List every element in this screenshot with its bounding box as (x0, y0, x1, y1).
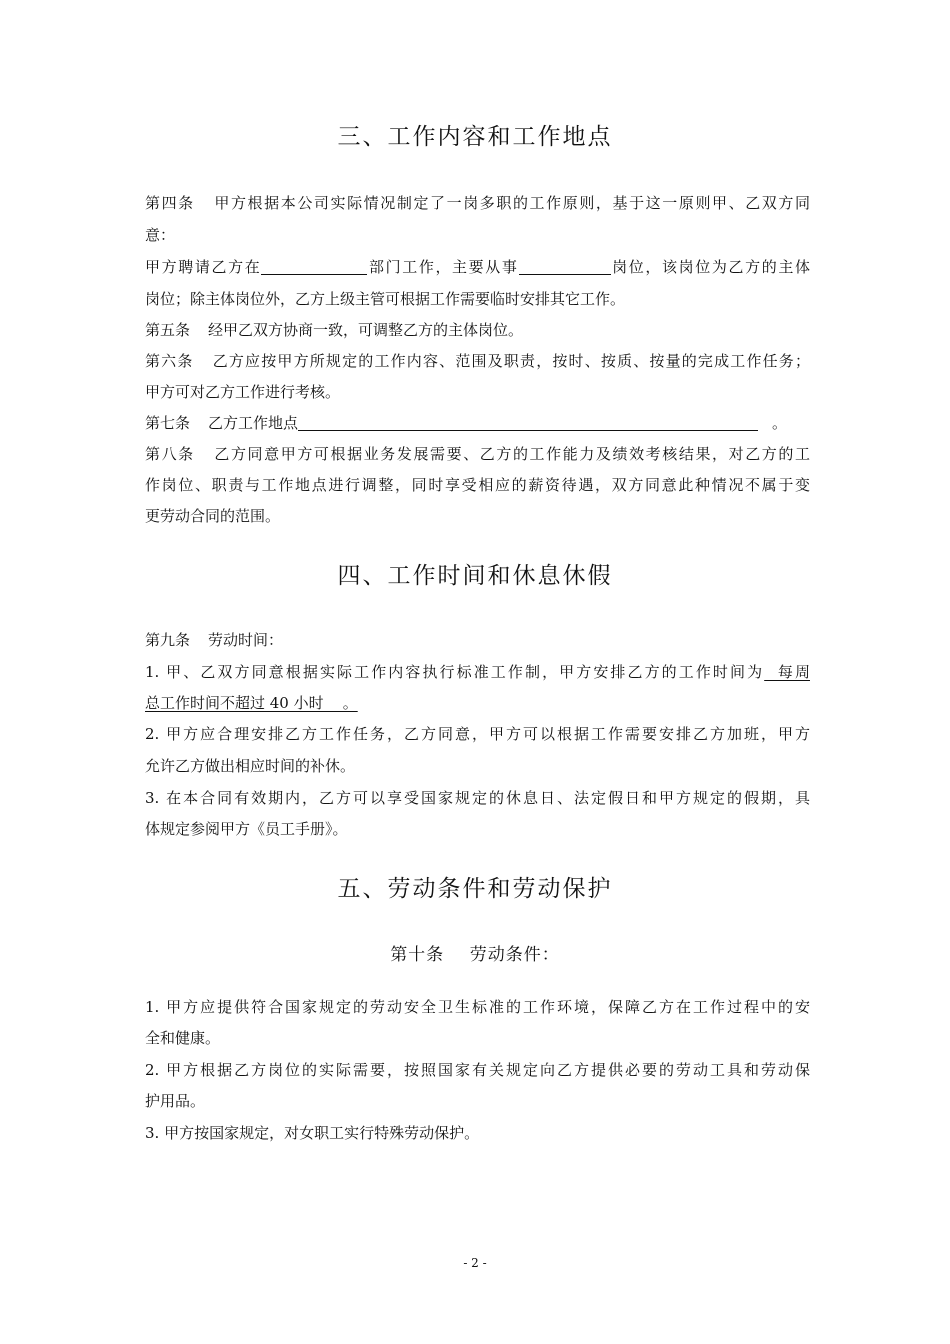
department-blank (261, 258, 367, 275)
article-9-item-1-line-1 (145, 662, 810, 682)
article-4-line-4: 岗位；除主体岗位外，乙方上级主管可根据工作需要临时安排其它工作。 (145, 290, 626, 308)
article-4-line-3 (145, 257, 810, 277)
article-label: 第五条 (145, 321, 191, 339)
work-hours-fill: 每周 (764, 663, 810, 681)
article-10-item-3: 3. 甲方按国家规定，对女职工实行特殊劳动保护。 (145, 1124, 480, 1142)
article-label: 第九条 (145, 631, 191, 649)
article-5 (145, 320, 810, 340)
article-label: 第六条 (145, 352, 194, 370)
section-heading-work-content: 三、工作内容和工作地点 (337, 124, 613, 150)
article-text: 劳动时间： (208, 631, 284, 649)
article-8-line-1 (145, 444, 810, 464)
article-8-line-2: 作岗位、职责与工作地点进行调整，同时享受相应的薪资待遇，双方同意此种情况不属于变 (145, 476, 810, 494)
article-text: 岗位，该岗位为乙方的主体 (610, 258, 810, 276)
article-10-item-2-line-2: 护用品。 (145, 1092, 206, 1110)
article-10-item-2-line-1: 2. 甲方根据乙方岗位的实际需要，按照国家有关规定向乙方提供必要的劳动工具和劳动保 (145, 1061, 810, 1079)
article-text: 甲方根据本公司实际情况制定了一岗多职的工作原则，基于这一原则甲、乙双方同 (212, 194, 810, 212)
article-text: 乙方应按甲方所规定的工作内容、范围及职责，按时、按质、按量的完成工作任务； (211, 352, 810, 370)
article-10-title: 第十条 劳动条件： (390, 945, 560, 965)
article-label: 第四条 (145, 194, 195, 212)
article-7 (145, 413, 810, 433)
article-label: 第七条 (145, 414, 191, 432)
section-heading-work-hours: 四、工作时间和休息休假 (337, 563, 613, 589)
article-9-title (145, 630, 810, 650)
article-9-item-1-line-2 (145, 693, 810, 713)
article-9-item-2-line-1: 2. 甲方应合理安排乙方工作任务，乙方同意，甲方可以根据工作需要安排乙方加班，甲方 (145, 725, 810, 743)
article-9-item-2-line-2: 允许乙方做出相应时间的补休。 (145, 757, 356, 775)
work-location-blank (298, 414, 758, 431)
article-6-line-1 (145, 351, 810, 371)
article-10-item-1-line-2: 全和健康。 (145, 1029, 221, 1047)
work-hours-fill: 总工作时间不超过 40 小时 。 (145, 694, 358, 712)
article-4-line-2: 意： (145, 226, 176, 244)
position-blank (519, 258, 611, 275)
article-text: 乙方同意甲方可根据业务发展需要、乙方的工作能力及绩效考核结果，对乙方的工 (212, 445, 810, 463)
article-text: 经甲乙双方协商一致，可调整乙方的主体岗位。 (208, 321, 524, 339)
article-text: 甲方聘请乙方在 (145, 258, 262, 276)
article-8-line-3: 更劳动合同的范围。 (145, 507, 281, 525)
article-text: 部门工作，主要从事 (367, 258, 519, 276)
article-9-item-3-line-2: 体规定参阅甲方《员工手册》。 (145, 820, 348, 838)
article-text: 。 (772, 414, 788, 432)
article-10-item-1-line-1: 1. 甲方应提供符合国家规定的劳动安全卫生标准的工作环境，保障乙方在工作过程中的安 (145, 998, 810, 1016)
article-label: 第八条 (145, 445, 195, 463)
article-text: 1. 甲、乙双方同意根据实际工作内容执行标准工作制，甲方安排乙方的工作时间为 (145, 663, 765, 681)
article-6-line-2: 甲方可对乙方工作进行考核。 (145, 383, 341, 401)
page-number: - 2 - (463, 1256, 487, 1270)
section-heading-labor-conditions: 五、劳动条件和劳动保护 (337, 876, 613, 902)
article-4-line-1 (145, 193, 810, 213)
article-text: 乙方工作地点 (208, 414, 299, 432)
article-9-item-3-line-1: 3. 在本合同有效期内，乙方可以享受国家规定的休息日、法定假日和甲方规定的假期，具 (145, 789, 810, 807)
